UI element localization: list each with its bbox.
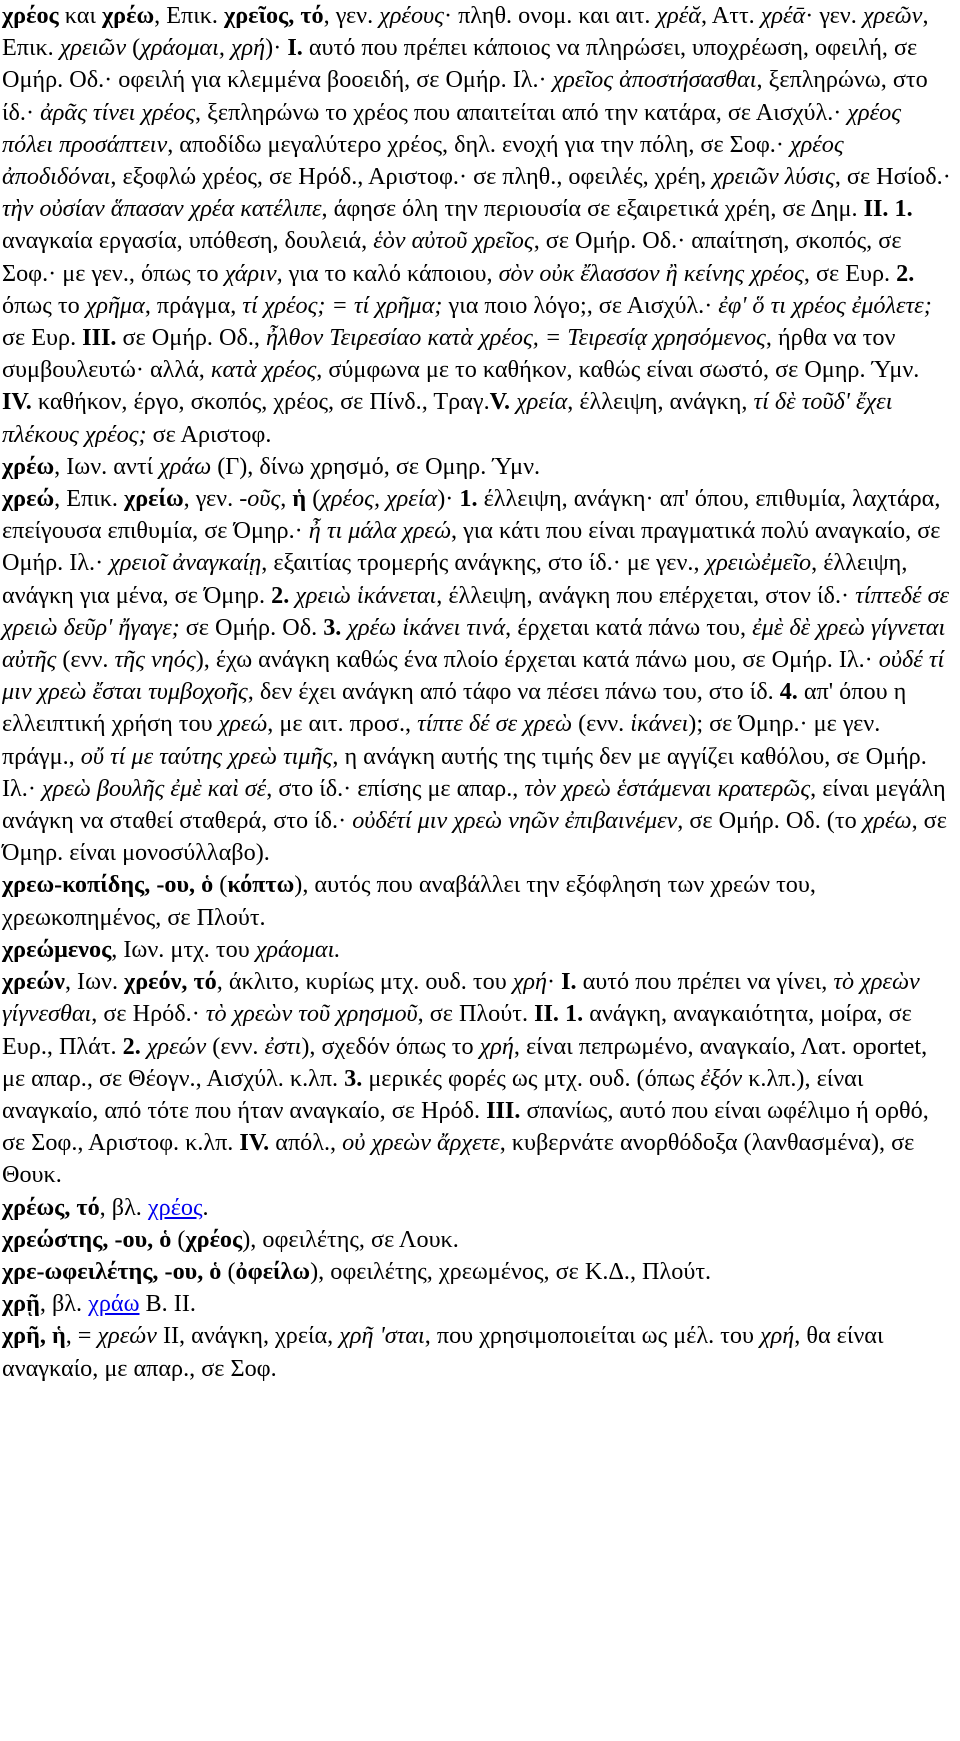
entry-text: , έρχεται κατά πάνω του, bbox=[505, 613, 753, 641]
entry-text: , Επικ. bbox=[154, 2, 225, 29]
entry-text: , εξοφλώ χρέος, σε Ηρόδ., Αριστοφ.· σε πληθ., οφειλές, χρέη, bbox=[110, 163, 713, 191]
entry-text: , που χρησιμοποιείται ως μέλ. του bbox=[424, 1322, 761, 1350]
italic-citation: τὸ χρεὼν γίγνεσθαι bbox=[2, 968, 920, 1028]
entry-text: , εξαιτίας τρομερής ανάγκης, στο ίδ.· με γεν., bbox=[261, 549, 706, 577]
entry-text: , πράγμα, bbox=[144, 291, 243, 319]
bold-text: χρεῖος, τό bbox=[224, 2, 324, 29]
italic-citation: χράομαι. bbox=[255, 935, 341, 963]
italic-citation: χρεών bbox=[97, 1322, 157, 1350]
bold-text: κόπτω bbox=[227, 871, 295, 899]
italic-citation: χρειῶν bbox=[59, 34, 127, 62]
cross-reference-link[interactable]: χρέος bbox=[147, 1193, 203, 1221]
italic-citation: ἀρᾶς τίνει χρέος bbox=[40, 98, 196, 126]
entry-text: , ξεπληρώνω, στο ίδ.· bbox=[2, 66, 928, 126]
dictionary-entry bbox=[2, 0, 954, 451]
bold-text: ὀφείλω bbox=[235, 1257, 311, 1285]
entry-text: , Ιων. μτχ. του bbox=[111, 935, 256, 963]
entry-text: , Επικ. bbox=[54, 485, 125, 513]
italic-citation: χρέω bbox=[862, 807, 912, 835]
italic-citation: ἐστι bbox=[264, 1032, 302, 1060]
bold-text: χρέος bbox=[185, 1225, 243, 1253]
entry-headword: χρέος bbox=[2, 2, 59, 29]
dictionary-entry bbox=[2, 1192, 954, 1224]
entry-text: , στο ίδ.· επίσης με απαρ., bbox=[266, 774, 525, 802]
entry-text: · γεν. bbox=[805, 2, 863, 29]
italic-citation: χρεὼ βουλῆς ἐμὲ καὶ σέ bbox=[41, 774, 267, 802]
italic-citation: χρή bbox=[479, 1032, 514, 1060]
dictionary-entry bbox=[2, 934, 954, 966]
entry-text: ), οφειλέτης, χρεωμένος, σε Κ.Δ., Πλούτ. bbox=[310, 1257, 712, 1285]
entry-text: )· bbox=[437, 485, 460, 513]
entry-text: , η ανάγκη αυτής της τιμής δεν με αγγίζει καθόλου, σε Ομήρ. Ιλ.· bbox=[2, 742, 927, 802]
entry-text: σε Ομήρ. Οδ. bbox=[179, 613, 324, 641]
entry-text: ανάγκη, αναγκαιότητα, μοίρα, σε Ευρ., Πλάτ. bbox=[2, 1000, 912, 1060]
italic-citation: τί χρέος; = τί χρῆμα; bbox=[242, 291, 443, 319]
italic-citation: κατὰ χρέος bbox=[210, 356, 317, 384]
bold-text: χρεόν, τό bbox=[124, 968, 217, 996]
entry-text: (ενν. bbox=[56, 646, 115, 674]
italic-citation: χρῆ 'σται bbox=[339, 1322, 425, 1350]
entry-text: , bbox=[280, 485, 293, 513]
italic-citation: ἑὸν αὐτοῦ χρεῖος bbox=[373, 227, 534, 255]
entry-text: ), σχεδόν όπως το bbox=[301, 1032, 480, 1060]
entry-text: κ.λπ.), είναι αναγκαίο, από τότε που ήταν αναγκαίο, σε Ηρόδ. bbox=[2, 1064, 864, 1124]
cross-reference-link[interactable]: χράω bbox=[88, 1290, 140, 1318]
entry-text: , είναι μεγάλη ανάγκη να σταθεί σταθερά, στο ίδ.· bbox=[2, 774, 946, 835]
italic-citation: ἦλθον Τειρεσίαο κατὰ χρέος, = Τειρεσίᾳ χρησόμενος bbox=[266, 324, 766, 352]
entry-text: ), έχω ανάγκη καθώς ένα πλοίο έρχεται κατά πάνω μου, σε Ομήρ. Ιλ.· bbox=[195, 646, 879, 674]
italic-citation: χράομαι, χρή bbox=[140, 34, 266, 62]
italic-citation: ἦ τι μάλα χρεώ bbox=[308, 517, 451, 545]
italic-citation: ἐξόν bbox=[700, 1064, 743, 1092]
entry-text: , έλλειψη, ανάγκη, bbox=[567, 388, 754, 416]
entry-text: , σε Ομήρ. Οδ. (το bbox=[677, 807, 863, 835]
italic-citation: χράω bbox=[159, 452, 212, 480]
dictionary-entry bbox=[2, 1320, 954, 1384]
bold-text: III. bbox=[82, 324, 117, 352]
italic-citation: χρέος ἀποδιδόναι bbox=[2, 130, 844, 191]
bold-text: 4. bbox=[779, 678, 798, 706]
entry-text: σε Ομήρ. Οδ., bbox=[116, 324, 267, 352]
entry-text: σε Ευρ. bbox=[2, 324, 83, 352]
entry-text: , σε Πλούτ. bbox=[417, 1000, 535, 1028]
italic-citation: τὸν χρεὼ ἑστάμεναι κρατερῶς bbox=[524, 774, 811, 802]
entry-text: , ξεπληρώνω το χρέος που απαιτείται από την κατάρα, σε Αισχύλ.· bbox=[195, 98, 848, 126]
italic-citation: χρῆμα bbox=[85, 291, 145, 319]
italic-citation: χρειῶν λύσις bbox=[712, 163, 835, 191]
bold-text: 2. bbox=[122, 1032, 141, 1060]
entry-text: . bbox=[202, 1193, 209, 1221]
italic-citation: οὐ χρεὼν ἄρχετε bbox=[342, 1129, 500, 1157]
entry-headword: χρῇ bbox=[2, 1290, 40, 1318]
entry-text: αναγκαία εργασία, υπόθεση, δουλειά, bbox=[2, 227, 374, 255]
dictionary-entry bbox=[2, 1224, 954, 1256]
entry-text: (ενν. bbox=[206, 1032, 265, 1060]
bold-text: 2. bbox=[896, 259, 915, 287]
bold-text: 2. bbox=[271, 581, 290, 609]
italic-citation: χάριν bbox=[224, 259, 277, 287]
dictionary-entry bbox=[2, 869, 954, 933]
italic-citation: χρέος πόλει προσάπτειν bbox=[2, 98, 902, 158]
entry-headword: χρε-ωφειλέτης, -ου, ὁ bbox=[2, 1257, 222, 1285]
entry-text: · bbox=[547, 968, 562, 996]
entry-text: )· bbox=[265, 34, 288, 62]
bold-text: IV. bbox=[239, 1129, 270, 1157]
entry-text: έλλειψη, ανάγκη· απ' όπου, επιθυμία, λαχτάρα, επείγουσα επιθυμία, σε Όμηρ.· bbox=[2, 485, 941, 545]
entry-text: ( bbox=[126, 34, 141, 62]
italic-citation: χρεών bbox=[146, 1032, 207, 1060]
entry-text: ); σε Όμηρ.· με γεν. πράγμ., bbox=[2, 710, 881, 770]
italic-citation: τῆς νηός bbox=[114, 646, 196, 674]
entry-text: , με αιτ. προσ., bbox=[267, 710, 418, 738]
italic-citation: τίπτεδέ σε χρειὼ δεῦρ' ἤγαγε; bbox=[2, 581, 950, 641]
entry-text: (Γ), δίνω χρησμό, σε Ομηρ. Ύμν. bbox=[211, 452, 541, 480]
entry-text: καθήκον, έργο, σκοπός, χρέος, σε Πίνδ., Τραγ. bbox=[31, 388, 490, 416]
entry-headword: χρεώμενος bbox=[2, 935, 112, 963]
entry-text: , για κάτι που είναι πραγματικά πολύ αναγκαίο, σε Ομήρ. Ιλ.· bbox=[2, 517, 941, 577]
bold-text: II. 1. bbox=[863, 195, 913, 223]
entry-headword: χρεω-κοπίδης, -ου, ὁ bbox=[2, 871, 214, 899]
entry-text: , έλλειψη, ανάγκη για μένα, σε Όμηρ. bbox=[2, 549, 908, 609]
bold-text: 3. bbox=[344, 1064, 363, 1092]
entry-text: , κυβερνάτε ανορθόδοξα (λανθασμένα), σε Θουκ. bbox=[2, 1129, 915, 1189]
italic-citation: οὐδέτί μιν χρεὼ νηῶν ἐπιβαινέμεν bbox=[352, 807, 678, 835]
entry-text: απ' όπου η ελλειπτική χρήση του bbox=[2, 678, 907, 738]
entry-text: ΙΙ, ανάγκη, χρεία, bbox=[156, 1322, 340, 1350]
bold-text: III. bbox=[486, 1096, 521, 1124]
italic-citation: τὴν οὐσίαν ἅπασαν χρέα κατέλιπε bbox=[2, 195, 322, 223]
entry-headword: χρεώ bbox=[2, 485, 55, 513]
entry-text: και bbox=[58, 2, 102, 29]
italic-citation: χρειοῖ ἀναγκαίῃ bbox=[109, 549, 262, 577]
entry-headword: χρεών bbox=[2, 968, 65, 996]
italic-citation: τί δὲ τοῦδ' ἔχει πλέκους χρέος; bbox=[2, 388, 893, 448]
italic-citation: χρειὼἐμεῖο bbox=[705, 549, 812, 577]
entry-text: , έλλειψη, ανάγκη που επέρχεται, στον ίδ.· bbox=[436, 581, 856, 609]
italic-citation: χρή bbox=[512, 968, 547, 996]
entry-text: , γεν. bbox=[323, 2, 380, 29]
entry-text: Β. ΙΙ. bbox=[139, 1290, 196, 1318]
italic-citation: τὸ χρεὼν τοῦ χρησμοῦ bbox=[205, 1000, 418, 1028]
italic-citation: χρή bbox=[760, 1322, 795, 1350]
entry-text: ( bbox=[213, 871, 228, 899]
italic-citation: χρέους bbox=[379, 2, 444, 29]
bold-text: χρέω bbox=[102, 2, 155, 29]
entry-text: αυτό που πρέπει κάποιος να πληρώσει, υποχρέωση, οφειλή, σε Ομήρ. Οδ.· οφειλή για κλεμμένα βοοειδή, σε Ομήρ. Ιλ.· bbox=[2, 34, 918, 94]
italic-citation: χρεῖος ἀποστήσασθαι bbox=[552, 66, 757, 94]
italic-citation: οὐδέ τί μιν χρεὼ ἔσται τυμβοχοῆς bbox=[2, 646, 945, 706]
entry-text: , ήρθα να τον συμβουλευτώ· αλλά, bbox=[2, 324, 896, 384]
bold-text: I. bbox=[287, 34, 303, 62]
entry-text: , θα είναι αναγκαίο, με απαρ., σε Σοφ. bbox=[2, 1322, 884, 1382]
italic-citation: χρέος, χρεία bbox=[320, 485, 438, 513]
entry-text: , βλ. bbox=[39, 1290, 89, 1318]
entry-text: , σε Ομήρ. Οδ.· απαίτηση, σκοπός, σε Σοφ.· με γεν., όπως το bbox=[2, 227, 902, 287]
entry-text: , Επικ. bbox=[2, 2, 929, 62]
entry-text: , Ιων. αντί bbox=[54, 452, 160, 480]
entry-text: (ενν. bbox=[572, 710, 631, 738]
dictionary-entry bbox=[2, 483, 954, 869]
italic-citation: χρεώ bbox=[218, 710, 268, 738]
entry-text: σε Αριστοφ. bbox=[146, 420, 272, 448]
entry-text: , για το καλό κάποιου, bbox=[276, 259, 499, 287]
bold-text: I. bbox=[561, 968, 577, 996]
entry-text: αυτό που πρέπει να γίνει, bbox=[576, 968, 834, 996]
bold-text: χρείω bbox=[124, 485, 184, 513]
entry-text: , βλ. bbox=[99, 1193, 148, 1221]
entry-text: ( bbox=[171, 1225, 186, 1253]
italic-citation: χρεία bbox=[516, 388, 568, 416]
entry-text: , άκλιτο, κυρίως μτχ. ουδ. του bbox=[216, 968, 513, 996]
dictionary-entry bbox=[2, 1256, 954, 1288]
entry-text: ), αυτός που αναβάλλει την εξόφληση των χρεών του, χρεωκοπημένος, σε Πλούτ. bbox=[2, 871, 816, 931]
italic-citation: χρέᾰ bbox=[656, 2, 701, 29]
bold-text: ἡ bbox=[292, 485, 307, 513]
entry-text: , σε Όμηρ. είναι μονοσύλλαβο). bbox=[2, 807, 947, 867]
italic-citation: χρεῶν bbox=[862, 2, 923, 29]
entry-text: , Ιων. bbox=[64, 968, 125, 996]
bold-text: 1. bbox=[459, 485, 478, 513]
entry-text: για ποιο λόγο;, σε Αισχύλ.· bbox=[442, 291, 719, 319]
italic-citation: ἐφ' ὅ τι χρέος ἐμόλετε; bbox=[718, 291, 932, 319]
entry-text: , άφησε όλη την περιουσία σε εξαιρετικά χρέη, σε Δημ. bbox=[321, 195, 864, 223]
entry-text: , σε Ευρ. bbox=[803, 259, 897, 287]
entry-text: ( bbox=[306, 485, 321, 513]
entry-text: , = bbox=[65, 1322, 98, 1350]
italic-citation: χρέω ἱκάνει τινά bbox=[347, 613, 506, 641]
italic-citation: ἐμὲ δὲ χρεὼ γίγνεται αὐτῆς bbox=[2, 613, 946, 674]
entry-text: , γεν. bbox=[183, 485, 240, 513]
dictionary-entry bbox=[2, 1288, 954, 1320]
entry-text: μερικές φορές ως μτχ. ουδ. (όπως bbox=[362, 1064, 701, 1092]
entry-text: , σε Ηρόδ.· bbox=[91, 1000, 206, 1028]
italic-citation: -οῦς bbox=[239, 485, 281, 513]
entry-text: , δεν έχει ανάγκη από τάφο να πέσει πάνω του, στο ίδ. bbox=[247, 678, 780, 706]
entry-text: , σύμφωνα με το καθήκον, καθώς είναι σωστό, σε Ομηρ. Ύμν. bbox=[316, 356, 920, 384]
bold-text: II. 1. bbox=[534, 1000, 584, 1028]
bold-text: 3. bbox=[323, 613, 342, 641]
italic-citation: ἱκάνει bbox=[630, 710, 689, 738]
entry-text: , σε Ησίοδ.· bbox=[834, 163, 951, 191]
italic-citation: οὔ τί με ταύτης χρεὼ τιμῆς bbox=[80, 742, 333, 770]
bold-text: IV. bbox=[2, 388, 32, 416]
bold-text: V. bbox=[489, 388, 511, 416]
dictionary-entry bbox=[2, 451, 954, 483]
entry-text: ( bbox=[221, 1257, 236, 1285]
entry-text: , Αττ. bbox=[701, 2, 761, 29]
dictionary-entry bbox=[2, 966, 954, 1191]
entry-text: , είναι πεπρωμένο, αναγκαίο, Λατ. oportet, με απαρ., σε Θέογν., Αισχύλ. κ.λπ. bbox=[2, 1032, 928, 1092]
entry-headword: χρέως, τό bbox=[2, 1193, 100, 1221]
entry-text: · πληθ. ονομ. και αιτ. bbox=[443, 2, 657, 29]
entry-headword: χρέω bbox=[2, 452, 55, 480]
entry-text: , αποδίδω μεγαλύτερο χρέος, δηλ. ενοχή για την πόλη, σε Σοφ.· bbox=[167, 130, 790, 158]
italic-citation: χρειὼ ἱκάνεται bbox=[295, 581, 437, 609]
entry-headword: χρεώστης, -ου, ὁ bbox=[2, 1225, 172, 1253]
italic-citation: σὸν οὐκ ἔλασσον ἢ κείνης χρέος bbox=[498, 259, 804, 287]
entry-text: σπανίως, αυτό που είναι ωφέλιμο ή ορθό, σε Σοφ., Αριστοφ. κ.λπ. bbox=[2, 1096, 929, 1157]
entry-text: όπως το bbox=[2, 291, 86, 319]
entry-headword: χρῆ, ἡ bbox=[2, 1322, 66, 1350]
italic-citation: τίπτε δέ σε χρεὼ bbox=[417, 710, 573, 738]
entry-text: απόλ., bbox=[269, 1129, 343, 1157]
entry-text: ), οφειλέτης, σε Λουκ. bbox=[242, 1225, 459, 1253]
italic-citation: χρέᾱ bbox=[760, 2, 806, 29]
